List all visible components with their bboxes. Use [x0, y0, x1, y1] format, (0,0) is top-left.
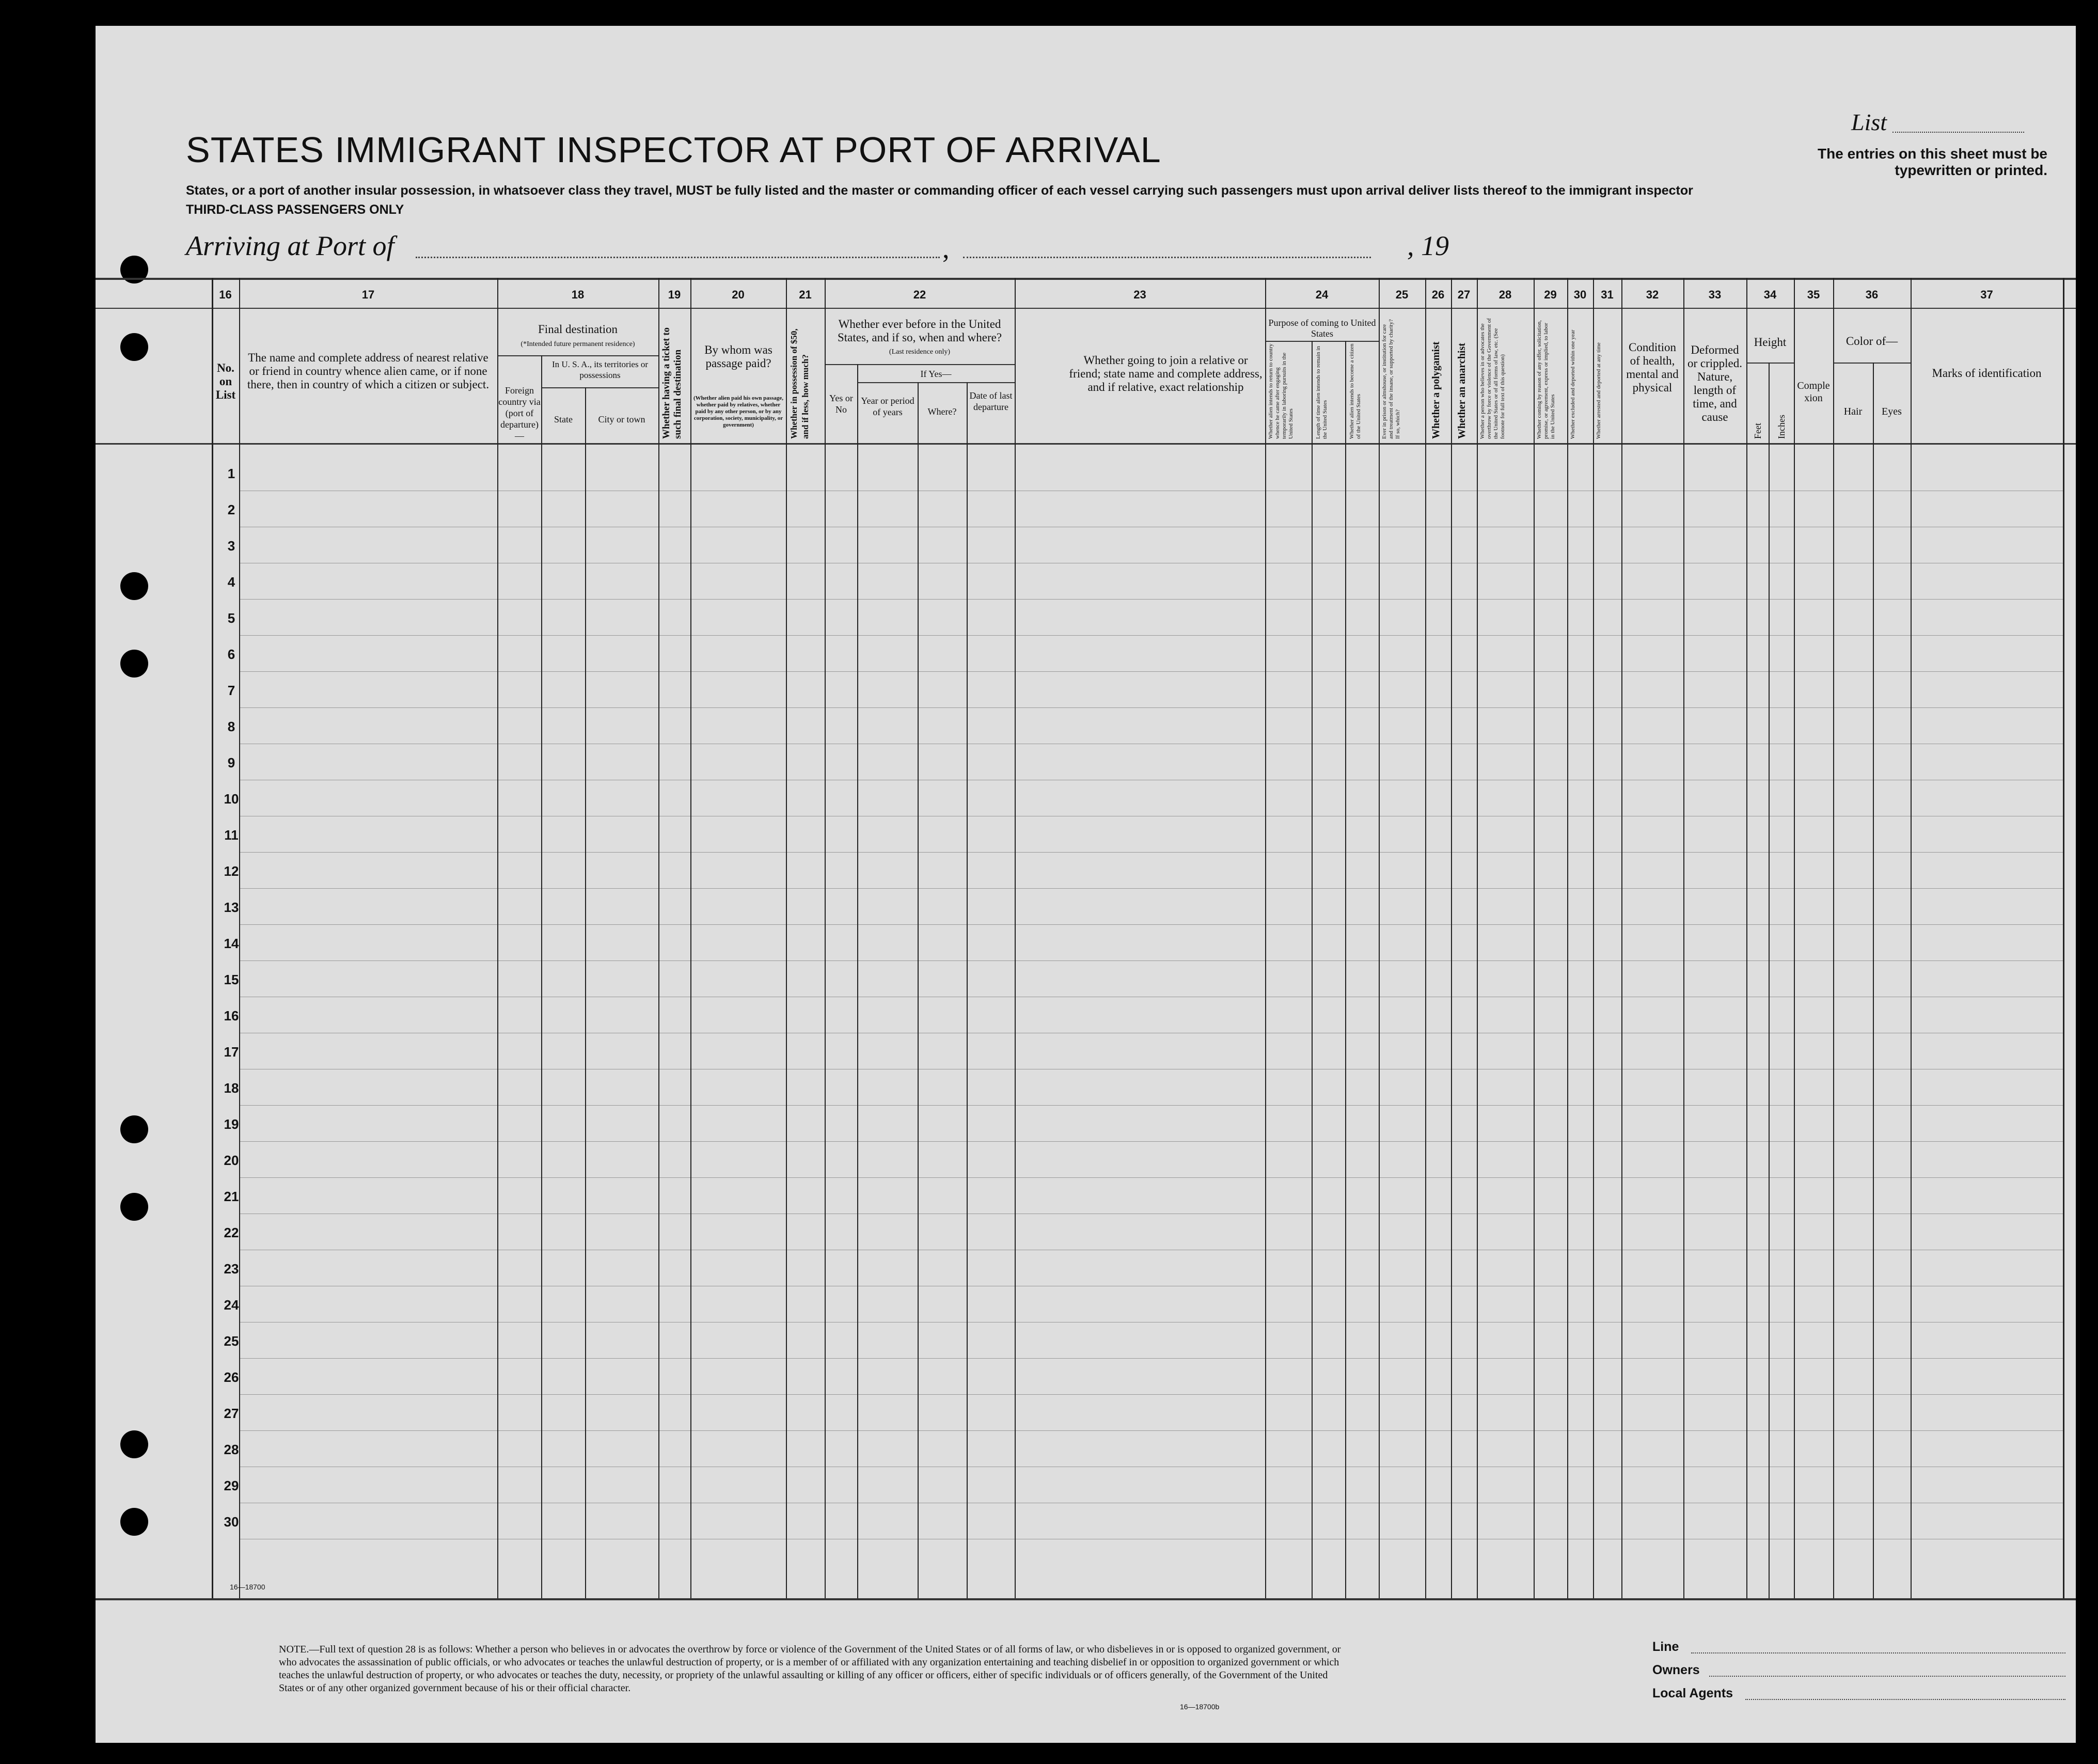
form-subtitle: States, or a port of another insular possession, in whatsoever class they travel, MUST be fully listed and the master or commanding officer of each vessel carrying such passengers must upon arrival deliver lists thereof to the immigrant inspector	[186, 183, 1693, 198]
arriving-port-label: Arriving at Port of	[186, 230, 395, 261]
header-hair: Hair	[1843, 406, 1863, 417]
header-yes-or-no: Yes or No	[829, 393, 853, 415]
header-arrested-deported: Whether arrested and deported at any time	[1596, 342, 1602, 439]
c22-ifyes-line	[857, 382, 1015, 383]
row-divider	[239, 960, 2063, 961]
col-border	[1425, 278, 1426, 1598]
row-number: 25	[224, 1333, 239, 1349]
header-prison: Ever in prison or almshouse, or institution for care and treatment of the insane, or supported by charity? If so, which?	[1381, 319, 1401, 439]
header-join-relative: Whether going to join a relative or friend; state name and complete address, and if relative, exact relationship	[1069, 354, 1263, 393]
col-border	[967, 382, 968, 1598]
c24-subheader-line	[1265, 341, 1379, 342]
line-field[interactable]	[1691, 1652, 2065, 1653]
colnum-16: 16	[219, 288, 232, 301]
col-border	[1265, 278, 1266, 1598]
row-number: 3	[227, 538, 235, 554]
colnum-29: 29	[1544, 288, 1557, 301]
row-number: 6	[227, 647, 235, 662]
header-excluded-deported: Whether excluded and deported within one year	[1570, 329, 1576, 439]
row-number: 28	[224, 1442, 239, 1457]
row-divider	[239, 671, 2063, 672]
row-divider	[239, 707, 2063, 708]
colnum-35: 35	[1807, 288, 1820, 301]
row-divider	[239, 599, 2063, 600]
col-border	[1794, 278, 1795, 1598]
row-number: 4	[227, 574, 235, 590]
header-height: Height	[1754, 336, 1787, 349]
header-inches: Inches	[1776, 415, 1787, 439]
header-feet: Feet	[1753, 423, 1763, 439]
colnum-32: 32	[1646, 288, 1659, 301]
header-ever-before: Whether ever before in the United States, and if so, when and where?	[837, 318, 1002, 344]
colnum-24: 24	[1315, 288, 1329, 301]
colnum-19: 19	[668, 288, 681, 301]
punch-hole	[120, 1193, 148, 1221]
header-color-of: Color of—	[1845, 335, 1898, 348]
row-number: 9	[227, 755, 235, 770]
row-number: 21	[224, 1189, 239, 1204]
row-divider	[239, 1105, 2063, 1106]
row-number: 18	[224, 1080, 239, 1096]
col-border	[658, 278, 659, 1598]
row-number: 24	[224, 1297, 239, 1313]
col-border	[497, 278, 498, 1598]
colnum-30: 30	[1573, 288, 1587, 301]
note-form-code: 16—18700b	[1180, 1703, 1220, 1711]
col-border	[1345, 341, 1346, 1598]
row-number: 1	[227, 466, 235, 481]
line-label: Line	[1652, 1640, 1679, 1654]
colnum-20: 20	[732, 288, 745, 301]
col-border	[1015, 278, 1016, 1598]
form-code: 16—18700	[230, 1583, 265, 1591]
col-border	[1451, 278, 1452, 1598]
punch-hole	[120, 1508, 148, 1536]
col-border	[1873, 363, 1874, 1598]
row-number: 14	[224, 936, 239, 951]
c36-subheader-line	[1833, 363, 1911, 364]
row-number: 7	[227, 683, 235, 698]
colnum-28: 28	[1498, 288, 1512, 301]
row-divider	[239, 852, 2063, 853]
row-divider	[239, 1177, 2063, 1178]
header-in-usa: In U. S. A., its territories or possessions	[551, 359, 649, 380]
row-number: 19	[224, 1116, 239, 1132]
header-year-or-period: Year or period of years	[861, 396, 914, 417]
row-divider	[239, 1358, 2063, 1359]
table-top-border	[96, 278, 2076, 280]
row-number: 2	[227, 502, 235, 517]
header-where: Where?	[927, 406, 957, 417]
col-border	[690, 278, 691, 1598]
col-border	[1746, 278, 1747, 1598]
punch-hole	[120, 333, 148, 361]
header-purpose-length: Length of time alien intends to remain in the United States	[1315, 346, 1328, 439]
colnum-34: 34	[1763, 288, 1777, 301]
punch-hole	[120, 650, 148, 678]
header-final-destination-note: (*Intended future permanent residence)	[520, 340, 635, 348]
header-final-destination: Final destination	[538, 323, 618, 336]
row-number: 23	[224, 1261, 239, 1277]
table-bottom-border	[96, 1598, 2076, 1600]
header-purpose-citizen: Whether alien intends to become a citizen of the United States	[1349, 343, 1362, 439]
col-border	[1621, 278, 1622, 1598]
header-possession-50: Whether in possession of $50, and if less, how much?	[789, 328, 810, 439]
owners-field[interactable]	[1709, 1676, 2065, 1677]
colnum-17: 17	[361, 288, 375, 301]
header-complexion: Complexion	[1797, 380, 1830, 404]
row-number: 10	[224, 791, 239, 807]
col-border	[1567, 278, 1568, 1598]
column-number-divider	[96, 308, 2076, 309]
row-number: 22	[224, 1225, 239, 1240]
row-number: 12	[224, 863, 239, 879]
form-title: STATES IMMIGRANT INSPECTOR AT PORT OF ARRIVAL	[186, 130, 1161, 170]
c22-subheader-line	[825, 364, 1015, 365]
c34-subheader-line	[1746, 363, 1794, 364]
col-border	[918, 382, 919, 1598]
punch-hole	[120, 1115, 148, 1143]
question-28-footnote: NOTE.—Full text of question 28 is as follows: Whether a person who believes in or advocates the overthrow by force or violence of the Government of the United States or of all forms of law, or who disbelieves in or is opposed to organized government, or who advocates the assassination of public officials, or who advocates or teaches the unlawful destruction of property, or is a member of or affiliated with any organization entertaining and teaching disbelief in or opposition to organized government or which teaches the unlawful destruction of property, or who advocates or teaches the duty, necessity, or propriety of the unlawful assaulting or killing of any officer or officers, either of specific individuals or of officers generally, of the Government of the United States or of any other organized government because of his or their official character.	[279, 1644, 1341, 1694]
local-agents-label: Local Agents	[1652, 1686, 1733, 1700]
row-divider	[239, 1394, 2063, 1395]
row-number: 17	[224, 1044, 239, 1060]
col-border	[1911, 278, 1912, 1598]
header-state: State	[554, 414, 573, 424]
col-border	[1477, 278, 1478, 1598]
row-divider	[239, 888, 2063, 889]
header-bottom-border	[96, 443, 2076, 445]
col-border	[585, 387, 586, 1598]
punch-hole	[120, 572, 148, 600]
header-anarchist: Whether an anarchist	[1456, 343, 1468, 439]
date-separator: ,	[942, 233, 950, 264]
year-label: , 19	[1407, 230, 1449, 261]
form-sheet	[96, 26, 2076, 1743]
col-border	[1683, 278, 1684, 1598]
header-eyes: Eyes	[1882, 406, 1902, 417]
header-condition-health: Condition of health, mental and physical	[1626, 341, 1679, 394]
header-city-or-town: City or town	[598, 414, 645, 424]
row-number: 30	[224, 1514, 239, 1530]
header-no-on-list: No. on List	[215, 361, 236, 401]
header-if-yes: If Yes—	[920, 369, 952, 379]
colnum-18: 18	[571, 288, 585, 301]
header-deformed: Deformed or crippled. Nature, length of time, and cause	[1687, 343, 1742, 423]
col-border	[1312, 341, 1313, 1598]
owners-label: Owners	[1652, 1663, 1700, 1677]
colnum-31: 31	[1601, 288, 1614, 301]
col-border	[1534, 278, 1535, 1598]
col-border	[2063, 278, 2064, 1598]
colnum-26: 26	[1431, 288, 1445, 301]
row-number: 29	[224, 1478, 239, 1493]
passenger-class-label: THIRD-CLASS PASSENGERS ONLY	[186, 202, 404, 217]
row-divider	[239, 1141, 2063, 1142]
col-border	[1379, 278, 1380, 1598]
header-last-residence: (Last residence only)	[889, 348, 951, 356]
colnum-33: 33	[1708, 288, 1722, 301]
colnum-27: 27	[1457, 288, 1471, 301]
row-number: 13	[224, 900, 239, 915]
local-agents-field[interactable]	[1745, 1699, 2065, 1700]
header-overthrow: Whether a person who believes in or advocates the overthrow by force or violence of the Government of the United States or of all forms of law, etc. (See footnote for full text of this question)	[1479, 318, 1506, 439]
row-number: 16	[224, 1008, 239, 1023]
colnum-37: 37	[1980, 288, 1993, 301]
header-purpose: Purpose of coming to United States	[1268, 318, 1376, 339]
row-number: 8	[227, 719, 235, 734]
entries-instruction: The entries on this sheet must be typewritten or printed.	[1818, 146, 2047, 178]
colnum-36: 36	[1865, 288, 1879, 301]
header-passage-paid-note: (Whether alien paid his own passage, whether paid by relatives, whether paid by any other person, or by any corporation, society, municipality, or government)	[693, 395, 783, 428]
header-nearest-relative: The name and complete address of nearest relative or friend in country whence alien came, or if none there, then in country of which a citizen or subject.	[247, 351, 490, 391]
c18-usa-line	[541, 387, 658, 388]
header-polygamist: Whether a polygamist	[1430, 341, 1442, 439]
colnum-21: 21	[799, 288, 812, 301]
header-date-last-departure: Date of last departure	[969, 390, 1013, 412]
colnum-25: 25	[1395, 288, 1409, 301]
row-number: 5	[227, 610, 235, 626]
list-number-field[interactable]	[1892, 132, 2024, 133]
header-marks-identification: Marks of identification	[1932, 367, 2042, 380]
col-border	[857, 364, 858, 1598]
colnum-22: 22	[913, 288, 926, 301]
row-divider	[239, 635, 2063, 636]
row-number: 20	[224, 1153, 239, 1168]
col-border	[541, 355, 542, 1598]
header-labor-offer: Whether coming by reason of any offer, solicitation, promise, or agreement, express or implied, to labor in the United States	[1536, 320, 1556, 439]
header-foreign-country: Foreign country via (port of departure)—	[498, 385, 541, 441]
header-purpose-return: Whether alien intends to return to country whence he came after engaging temporarily in laboring pursuits in the United States	[1268, 343, 1294, 439]
col-border	[1593, 278, 1594, 1598]
row-divider	[239, 1430, 2063, 1431]
arrival-date-field[interactable]	[963, 257, 1371, 258]
row-divider	[239, 924, 2063, 925]
row-number: 26	[224, 1369, 239, 1385]
arrival-port-field[interactable]	[416, 257, 940, 258]
col-border	[1833, 278, 1834, 1598]
header-ticket: Whether having a ticket to such final destination	[661, 327, 683, 439]
row-number: 15	[224, 972, 239, 987]
col-border	[786, 278, 787, 1598]
col-border	[1769, 363, 1770, 1598]
col-border	[825, 278, 826, 1598]
punch-hole	[120, 1430, 148, 1458]
list-label: List	[1851, 109, 1887, 135]
header-passage-paid: By whom was passage paid?	[704, 343, 772, 370]
c18-subheader-line	[497, 355, 658, 356]
row-number: 11	[224, 827, 239, 843]
colnum-23: 23	[1133, 288, 1146, 301]
row-number: 27	[224, 1406, 239, 1421]
